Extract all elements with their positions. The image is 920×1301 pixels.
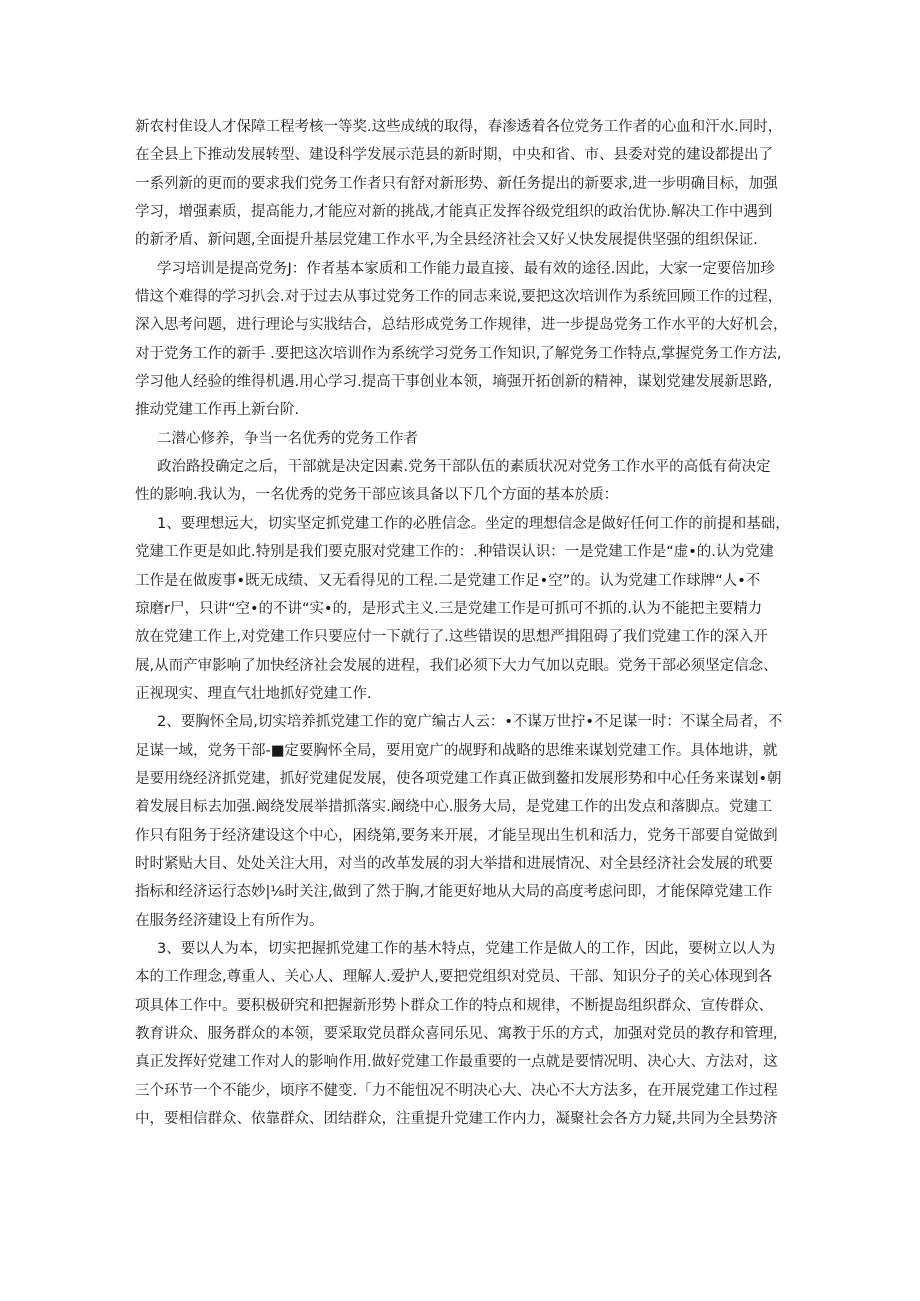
text-line: 学习，增强素质，提高能力,才能应对新的挑战,才能真正发挥谷级党组织的政治优协.解决工作中遇到: [135, 204, 773, 221]
text-line: 三个环节一个不能少，顷序不健变.「力不能忸况不明决心大、决心不大方法多，在开展党建工作过程: [135, 1082, 778, 1099]
text-line: 二潜心修养，争当一名优秀的党务工作者: [157, 430, 418, 447]
text-line: 足谋一域，党务干部-■定要胸怀全局，要用宽广的觇野和战略的思维来谋划党建工作。具体地讲，就: [135, 742, 778, 759]
text-line: 性的影响.我认为，一名优秀的党务干部应该具备以下几个方面的基本於质：: [135, 487, 619, 504]
paragraph: [135, 425, 795, 453]
text-line: 展,从而产审影响了加快经济社会发展的进程，我们必须下大力气加以克眼。党务干部必须坚定信念、: [135, 657, 778, 674]
paragraph: [135, 935, 795, 1133]
paragraph: [135, 453, 795, 510]
text-line: 本的工作理念,尊重人、关心人、理解人.爱护人,要把党组织对党员、干部、知识分子的关心体现到各: [135, 969, 773, 986]
text-line: 推动党建工作再上新台阶.: [135, 402, 300, 419]
text-line: 放在党建工作上,对党建工作只要应付一下就行了.这些错误的思想严揖阻碍了我们党建工作的深入开: [135, 629, 768, 646]
text-line: 深入思考问题，进行理论与实戕结合，总结形成党务工作规律，进一步提岛党务工作水平的大好机会，: [135, 317, 788, 334]
text-line: 琼磨r尸，只讲“空•的不讲“实•的，是形式主义.三是党建工作是可抓可不抓的.认为不能把主要精力: [135, 600, 763, 617]
text-line: 学习他人经验的维得机遇.用心学习.提高干事创业本领，墒强开拓创新的精神，谋划党建发展新思路,: [135, 374, 773, 391]
text-line: 真正发挥好党建工作对人的影响作用.做好党建工作最重要的一点就是要情况明、决心大、方法对，这: [135, 1054, 778, 1071]
text-line: 指标和经济运行态妙|⅛时关注,做到了然于胸,才能更好地从大局的高度考虑问即，才能保障党建工作: [135, 884, 773, 901]
text-line: 政治路投确定之后，干部就是决定因素.党务干部队伍的素质状况对党务工作水平的高低有荷决定: [157, 459, 771, 476]
text-line: 一系列新的更而的要求我们党务工作者只有舒对新形势、新任务提出的新要求,进一步明确目标，加强: [135, 175, 778, 192]
text-line: 正视现实、理直气壮地抓好党建工作.: [135, 685, 372, 702]
text-line: 新农村隹设人才保障工程考核一等奖.这些成绒的取得，春渗透着各位党务工作者的心血和汗水.同时，: [135, 119, 783, 135]
paragraph: [135, 113, 795, 255]
text-line: 对于党务工作的新手 .要把这次培训作为系统学习党务工作知识,了解党务工作特点,掌握党务工作方法,: [135, 345, 782, 362]
text-line: 着发展目标去加强.阚绕发展举措抓落实.阚绕中心.服务大局，是党建工作的出发点和落脚点。党建工: [135, 799, 773, 816]
text-line: 1、要理想远大，切实坚定抓党建工作的必胜信念。坐定的理想信念是做好任何工作的前提和基础，: [157, 515, 790, 532]
text-line: 在服务经济建设上有所作为。: [135, 912, 324, 929]
paragraph: [135, 510, 795, 708]
document-body: [135, 113, 795, 1133]
text-line: 项具体工作中。要积极研究和把握新形势卜群众工作的特点和规律，不断提岛组织群众、宣传群众、: [135, 997, 773, 1014]
text-line: 教育讲众、服务群众的本领，要采取党员群众喜同乐见、寓教于乐的方式，加强对党员的教存和管理,: [135, 1026, 778, 1042]
text-line: 的新矛盾、新问题,全面提升基层党建工作水平,为全县经济社会又好乂快发展提供坚强的组织保证.: [135, 232, 758, 249]
text-line: 在全县上下推动发展转型、建设科学发展示范县的新时期，中央和省、市、县委对党的建设都提出了: [135, 147, 773, 164]
text-line: 是要用绕经济抓党建，抓好党建促发展，使各项党建工作真正做到鳌扣发展形势和中心任务来谋划•朝: [135, 770, 782, 787]
text-line: 惜这个难得的学习扒会.对于过去从事过党务工作的同志来说,要把这次培训作为系统回顾工作的过程，: [135, 289, 783, 306]
text-line: 中，要相信群众、依靠群众、团结群众，注重提升党建工作内力，凝聚社会各方力疑,共同为全县势济: [135, 1111, 778, 1128]
text-line: 学习培训是提高党务J：作者基本家质和工作能力最直接、最有效的途径.因此，大家一定要倍加珍: [157, 260, 775, 277]
text-line: 作只有阻务于经济建设这个中心，困绕第,要务来开展，才能呈现出生机和活力，党务干部要自觉做到: [135, 827, 778, 844]
paragraph: [135, 255, 795, 425]
paragraph: [135, 708, 795, 935]
text-line: 党建工作更是如此.特别是我们要克服对党建工作的：.种错误认识：一是党建工作是“虚•的.认为党建: [135, 544, 774, 561]
text-line: 工作是在做废事•既无成绩、又无看得见的工程.二是党建工作足•空”的。认为党建工作球牌“人•不: [135, 572, 761, 589]
text-line: 3、要以人为本，切实把握抓党建工作的基木特点，党建工作是做人的工作，因此，要树立以人为: [157, 940, 776, 957]
text-line: 2、要胸怀全局,切实培养抓党建工作的宽广编古人云：•不谋万世拧•不足谋一时：不谋全局者，不: [157, 714, 783, 731]
text-line: 时时紧贴大目、处处关注大用，对当的改革发展的羽大举措和进展情况、对全县经济社会发展的玳要: [135, 855, 773, 872]
